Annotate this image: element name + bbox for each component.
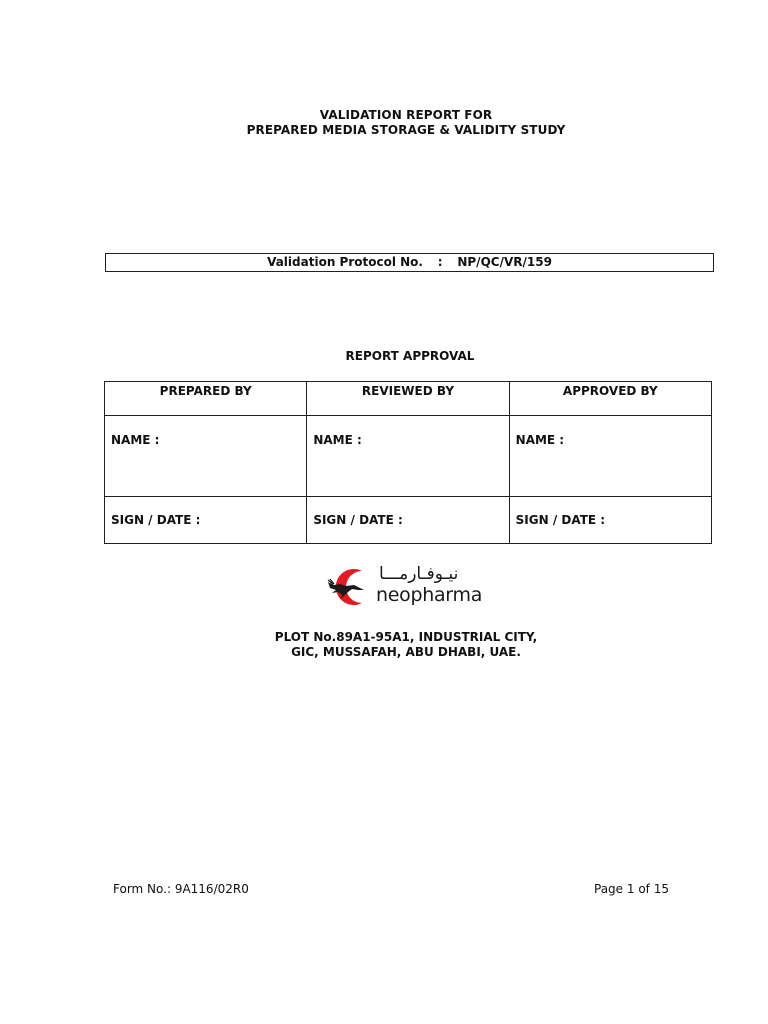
reviewed-by-header: REVIEWED BY	[307, 382, 509, 416]
logo-arabic-text: نيـوفـارمـــا	[379, 564, 459, 584]
prepared-by-header: PREPARED BY	[105, 382, 307, 416]
prepared-by-name: NAME :	[105, 416, 307, 497]
title-line-2: PREPARED MEDIA STORAGE & VALIDITY STUDY	[246, 123, 566, 137]
sign-date-row	[105, 497, 712, 544]
prepared-by-sign-date: SIGN / DATE :	[105, 497, 307, 544]
protocol-number-box	[105, 253, 714, 272]
reviewed-by-name: NAME :	[307, 416, 509, 497]
form-number: Form No.: 9A116/02R0	[113, 882, 249, 896]
approval-header-row	[105, 382, 712, 416]
neopharma-logo	[324, 562, 484, 610]
address-line-2: GIC, MUSSAFAH, ABU DHABI, UAE.	[291, 645, 521, 659]
approved-by-sign-date: SIGN / DATE :	[509, 497, 711, 544]
reviewed-by-sign-date: SIGN / DATE :	[307, 497, 509, 544]
approved-by-header: APPROVED BY	[509, 382, 711, 416]
report-title	[0, 108, 768, 138]
company-address	[0, 630, 768, 660]
address-line-1: PLOT No.89A1-95A1, INDUSTRIAL CITY,	[274, 630, 538, 644]
name-row	[105, 416, 712, 497]
approval-table	[104, 381, 712, 544]
gazelle-crescent-icon	[324, 562, 376, 610]
approved-by-name: NAME :	[509, 416, 711, 497]
page-number: Page 1 of 15	[594, 882, 669, 896]
report-approval-heading: REPORT APPROVAL	[345, 349, 475, 363]
protocol-value: NP/QC/VR/159	[457, 255, 552, 269]
protocol-label: Validation Protocol No.	[267, 255, 423, 269]
protocol-separator: :	[437, 255, 443, 269]
title-line-1: VALIDATION REPORT FOR	[319, 108, 493, 122]
logo-wordmark: neopharma	[376, 584, 483, 606]
